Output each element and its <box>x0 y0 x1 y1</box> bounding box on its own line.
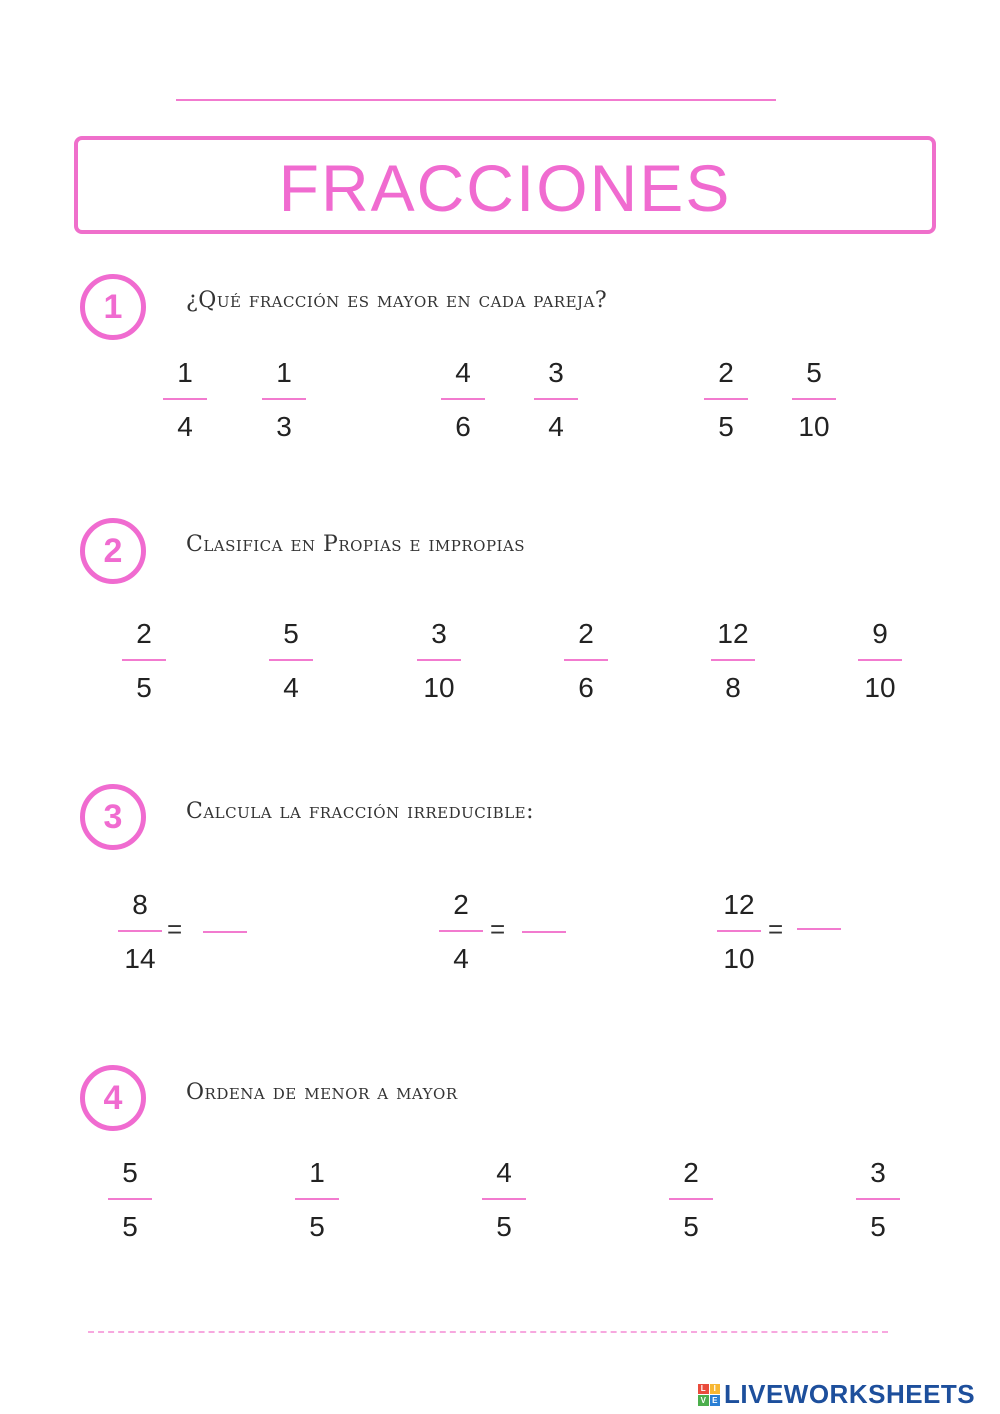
fraction <box>114 617 174 705</box>
section-number-1: 1 <box>80 274 146 340</box>
logo-letter: V <box>698 1395 709 1406</box>
section-number-2: 2 <box>80 518 146 584</box>
denominator: 5 <box>870 1211 886 1242</box>
denominator: 8 <box>725 672 741 703</box>
fraction-bar <box>717 930 761 932</box>
section-number-3: 3 <box>80 784 146 850</box>
denominator: 5 <box>496 1211 512 1242</box>
fraction <box>661 1156 721 1244</box>
brand-footer[interactable] <box>698 1379 975 1410</box>
answer-blank[interactable] <box>522 931 566 933</box>
section-3-instruction: Calcula la fracción irreducible: <box>186 799 535 824</box>
fraction <box>474 1156 534 1244</box>
fraction-bar <box>856 1198 900 1200</box>
numerator: 12 <box>717 618 749 649</box>
numerator: 9 <box>872 618 888 649</box>
equals-sign: = <box>167 914 183 944</box>
fraction <box>155 356 215 444</box>
fraction <box>110 888 170 976</box>
numerator: 4 <box>455 357 471 388</box>
fraction <box>287 1156 347 1244</box>
denominator: 10 <box>864 672 896 703</box>
fraction-bar <box>295 1198 339 1200</box>
numerator: 3 <box>431 618 447 649</box>
fraction-bar <box>711 659 755 661</box>
denominator: 6 <box>455 411 471 442</box>
fraction <box>848 1156 908 1244</box>
name-line[interactable] <box>176 99 776 101</box>
fraction <box>709 888 769 976</box>
logo-letter: L <box>698 1384 709 1395</box>
section-2-instruction: Clasifica en Propias e impropias <box>186 532 526 557</box>
fraction-bar <box>108 1198 152 1200</box>
fraction-bar <box>534 398 578 400</box>
numerator: 5 <box>806 357 822 388</box>
denominator: 5 <box>136 672 152 703</box>
page-title: FRACCIONES <box>278 151 732 225</box>
denominator: 4 <box>177 411 193 442</box>
section-1-instruction: ¿Qué fracción es mayor en cada pareja? <box>186 288 608 313</box>
denominator: 4 <box>283 672 299 703</box>
equals-sign: = <box>768 914 784 944</box>
fraction-bar <box>441 398 485 400</box>
bottom-divider <box>88 1331 888 1333</box>
fraction <box>100 1156 160 1244</box>
denominator: 5 <box>122 1211 138 1242</box>
fraction-bar <box>792 398 836 400</box>
fraction-bar <box>669 1198 713 1200</box>
numerator: 1 <box>177 357 193 388</box>
denominator: 10 <box>723 943 755 974</box>
numerator: 2 <box>718 357 734 388</box>
denominator: 4 <box>453 943 469 974</box>
liveworksheets-logo-icon <box>698 1384 720 1406</box>
numerator: 12 <box>723 889 755 920</box>
fraction-bar <box>163 398 207 400</box>
fraction-bar <box>122 659 166 661</box>
denominator: 3 <box>276 411 292 442</box>
fraction-bar <box>482 1198 526 1200</box>
numerator: 2 <box>453 889 469 920</box>
fraction-bar <box>417 659 461 661</box>
fraction <box>696 356 756 444</box>
numerator: 8 <box>132 889 148 920</box>
fraction <box>703 617 763 705</box>
fraction <box>433 356 493 444</box>
numerator: 5 <box>283 618 299 649</box>
numerator: 1 <box>276 357 292 388</box>
numerator: 2 <box>683 1157 699 1188</box>
answer-blank[interactable] <box>797 928 841 930</box>
fraction-bar <box>564 659 608 661</box>
brand-name: LIVEWORKSHEETS <box>724 1379 976 1409</box>
title-box <box>74 136 936 234</box>
section-4-instruction: Ordena de menor a mayor <box>186 1080 458 1105</box>
denominator: 14 <box>124 943 156 974</box>
denominator: 5 <box>309 1211 325 1242</box>
fraction <box>254 356 314 444</box>
denominator: 5 <box>683 1211 699 1242</box>
fraction <box>526 356 586 444</box>
denominator: 10 <box>423 672 455 703</box>
fraction-bar <box>704 398 748 400</box>
fraction-bar <box>262 398 306 400</box>
fraction <box>261 617 321 705</box>
denominator: 4 <box>548 411 564 442</box>
denominator: 10 <box>798 411 830 442</box>
answer-blank[interactable] <box>203 931 247 933</box>
fraction <box>556 617 616 705</box>
denominator: 6 <box>578 672 594 703</box>
numerator: 5 <box>122 1157 138 1188</box>
numerator: 2 <box>578 618 594 649</box>
denominator: 5 <box>718 411 734 442</box>
fraction-bar <box>858 659 902 661</box>
fraction-bar <box>118 930 162 932</box>
numerator: 1 <box>309 1157 325 1188</box>
numerator: 2 <box>136 618 152 649</box>
logo-letter: I <box>710 1384 721 1395</box>
numerator: 4 <box>496 1157 512 1188</box>
fraction <box>850 617 910 705</box>
equals-sign: = <box>490 914 506 944</box>
numerator: 3 <box>548 357 564 388</box>
fraction-bar <box>269 659 313 661</box>
fraction <box>431 888 491 976</box>
fraction <box>409 617 469 705</box>
section-number-4: 4 <box>80 1065 146 1131</box>
numerator: 3 <box>870 1157 886 1188</box>
logo-letter: E <box>710 1395 721 1406</box>
fraction-bar <box>439 930 483 932</box>
fraction <box>784 356 844 444</box>
